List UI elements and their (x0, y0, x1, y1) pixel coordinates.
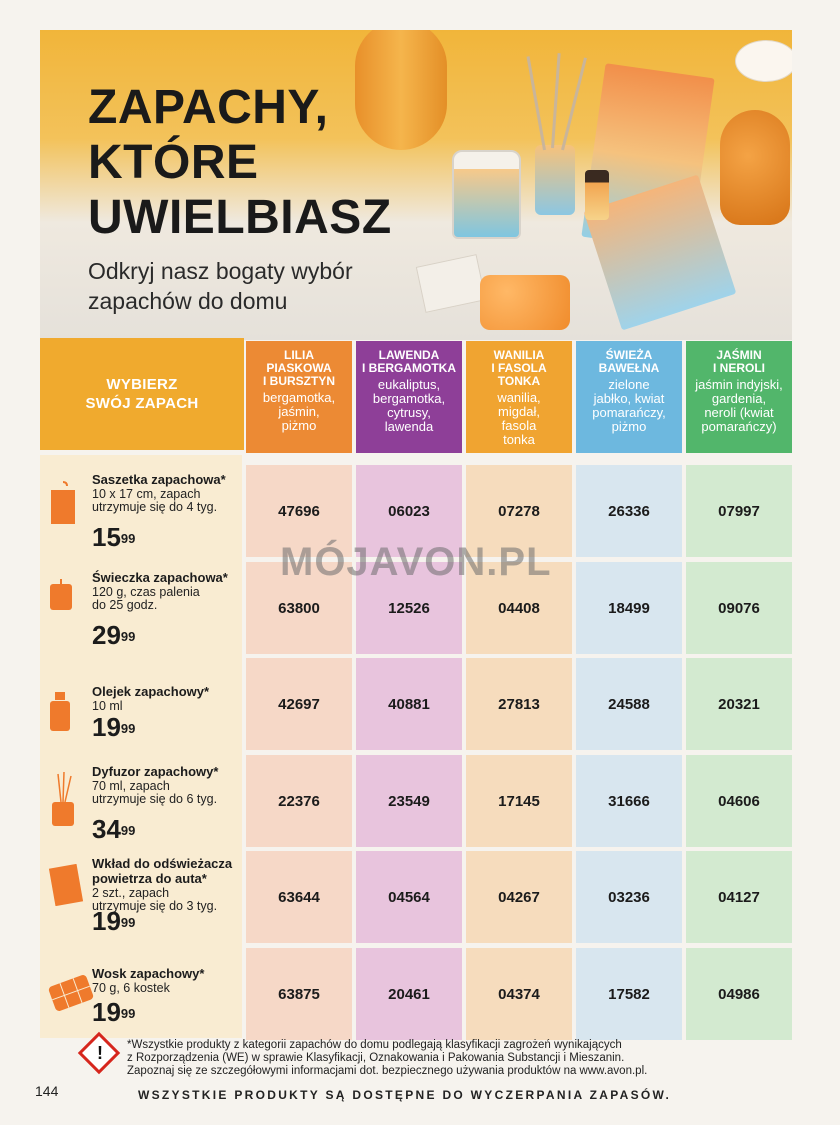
product-code-cell: 07997 (686, 465, 792, 557)
scent-notes: zielone jabłko, kwiat pomarańczy, piżmo (592, 377, 666, 434)
scent-column-header (356, 341, 462, 453)
product-code-cell: 23549 (356, 755, 462, 847)
scent-column-header (246, 341, 352, 453)
price-main: 19 (92, 906, 121, 936)
product-description: 10 ml (92, 699, 123, 713)
product-code-cell: 06023 (356, 465, 462, 557)
product-code-cell: 27813 (466, 658, 572, 750)
scent-name: JAŚMIN I NEROLI (712, 348, 765, 375)
product-price (92, 714, 135, 740)
product-description: 120 g, czas palenia do 25 godz. (92, 585, 200, 612)
hazard-exclamation-icon: ! (97, 1043, 103, 1063)
page-subtitle: Odkryj nasz bogaty wybór zapachów do domu (88, 258, 353, 314)
product-code-cell: 04408 (466, 562, 572, 654)
product-code-cell: 12526 (356, 562, 462, 654)
scent-column-header (576, 341, 682, 453)
product-code-cell: 26336 (576, 465, 682, 557)
price-cents: 99 (120, 1006, 136, 1021)
product-name: Saszetka zapachowa* (92, 472, 226, 487)
car-refill-icon (48, 864, 84, 911)
product-price (92, 999, 135, 1025)
candle-image (452, 150, 521, 239)
product-code-cell: 63800 (246, 562, 352, 654)
product-row-label (40, 856, 240, 946)
price-cents: 99 (120, 531, 136, 546)
product-row-label (40, 472, 240, 562)
price-main: 19 (92, 712, 121, 742)
flower-image (735, 40, 792, 82)
price-main: 34 (92, 814, 121, 844)
product-code-cell: 17582 (576, 948, 682, 1040)
scent-name: LILIA PIASKOWA I BURSZTYN (263, 348, 335, 388)
product-code-cell: 03236 (576, 851, 682, 943)
price-main: 19 (92, 997, 121, 1027)
product-code-cell: 17145 (466, 755, 572, 847)
product-code-cell: 04986 (686, 948, 792, 1040)
product-price (92, 524, 135, 550)
page-number: 144 (35, 1083, 59, 1099)
price-cents: 99 (120, 629, 136, 644)
product-code-cell: 63875 (246, 948, 352, 1040)
product-code-cell: 04267 (466, 851, 572, 943)
sachet-icon (48, 480, 78, 531)
product-code-cell: 47696 (246, 465, 352, 557)
product-description: 70 ml, zapach utrzymuje się do 6 tyg. (92, 779, 218, 806)
product-code-cell: 07278 (466, 465, 572, 557)
product-code-cell: 22376 (246, 755, 352, 847)
product-code-cell: 04564 (356, 851, 462, 943)
hazard-note: *Wszystkie produkty z kategorii zapachów do domu podlegają klasyfikacji zagrożeń wynikających z Rozporządzenia (WE) w sprawie Klasyfikacji, Oznakowania i Pakowania Substancji i Mieszanin. Zapoznaj się ze szczegółowymi informacjami dot. bezpiecznego używania produktów na www.avon.pl. (127, 1039, 648, 1077)
watermark: MÓJAVON.PL (280, 540, 552, 584)
diffuser-icon (48, 772, 78, 833)
oil-bottle-icon (48, 692, 72, 737)
product-name: Wkład do odświeżacza powietrza do auta* (92, 856, 233, 886)
scent-notes: jaśmin indyjski, gardenia, neroli (kwiat pomarańczy) (695, 377, 783, 434)
price-main: 15 (92, 522, 121, 552)
product-row-label (40, 570, 240, 660)
product-description: 70 g, 6 kostek (92, 981, 170, 995)
product-row-label (40, 764, 240, 854)
price-cents: 99 (120, 915, 136, 930)
product-code-cell: 42697 (246, 658, 352, 750)
wax-melt-icon (48, 974, 94, 1017)
product-code-cell: 09076 (686, 562, 792, 654)
hero-banner (40, 30, 792, 340)
product-price (92, 908, 135, 934)
product-description: 10 x 17 cm, zapach utrzymuje się do 4 tyg. (92, 487, 218, 514)
scent-name: ŚWIEŻA BAWEŁNA (598, 348, 660, 375)
product-name: Dyfuzor zapachowy* (92, 764, 219, 779)
product-price (92, 816, 135, 842)
glass-jar-image (720, 110, 790, 225)
product-price (92, 622, 135, 648)
wax-melt-image (480, 275, 570, 330)
product-code-cell: 40881 (356, 658, 462, 750)
product-description: 2 szt., zapach utrzymuje się do 3 tyg. (92, 886, 218, 913)
choose-scent-label: WYBIERZ SWÓJ ZAPACH (85, 376, 199, 412)
product-code-cell: 20321 (686, 658, 792, 750)
page-title: ZAPACHY, KTÓRE UWIELBIASZ (88, 81, 392, 244)
scent-notes: wanilia, migdał, fasola tonka (497, 390, 541, 447)
price-cents: 99 (120, 823, 136, 838)
product-name: Wosk zapachowy* (92, 966, 205, 981)
oil-bottle-image (585, 170, 609, 220)
product-code-cell: 04374 (466, 948, 572, 1040)
scent-name: WANILIA I FASOLA TONKA (491, 348, 547, 388)
scent-column-header (686, 341, 792, 453)
scent-name: LAWENDA I BERGAMOTKA (362, 348, 456, 375)
product-row-label (40, 684, 240, 774)
diffuser-image (535, 145, 575, 215)
product-code-cell: 20461 (356, 948, 462, 1040)
scent-notes: eukaliptus, bergamotka, cytrusy, lawenda (372, 377, 446, 434)
scent-column-header (466, 341, 572, 453)
product-code-cell: 18499 (576, 562, 682, 654)
candle-icon (48, 578, 74, 617)
product-code-cell: 63644 (246, 851, 352, 943)
choose-scent-header (40, 338, 244, 450)
product-name: Świeczka zapachowa* (92, 570, 228, 585)
scent-notes: bergamotka, jaśmin, piżmo (262, 390, 336, 433)
product-code-cell: 31666 (576, 755, 682, 847)
footer-notice: WSZYSTKIE PRODUKTY SĄ DOSTĘPNE DO WYCZERPANIA ZAPASÓW. (138, 1088, 672, 1102)
box-image (416, 254, 486, 313)
product-name: Olejek zapachowy* (92, 684, 210, 699)
product-code-cell: 04606 (686, 755, 792, 847)
price-main: 29 (92, 620, 121, 650)
product-code-cell: 24588 (576, 658, 682, 750)
price-cents: 99 (120, 721, 136, 736)
product-code-cell: 04127 (686, 851, 792, 943)
